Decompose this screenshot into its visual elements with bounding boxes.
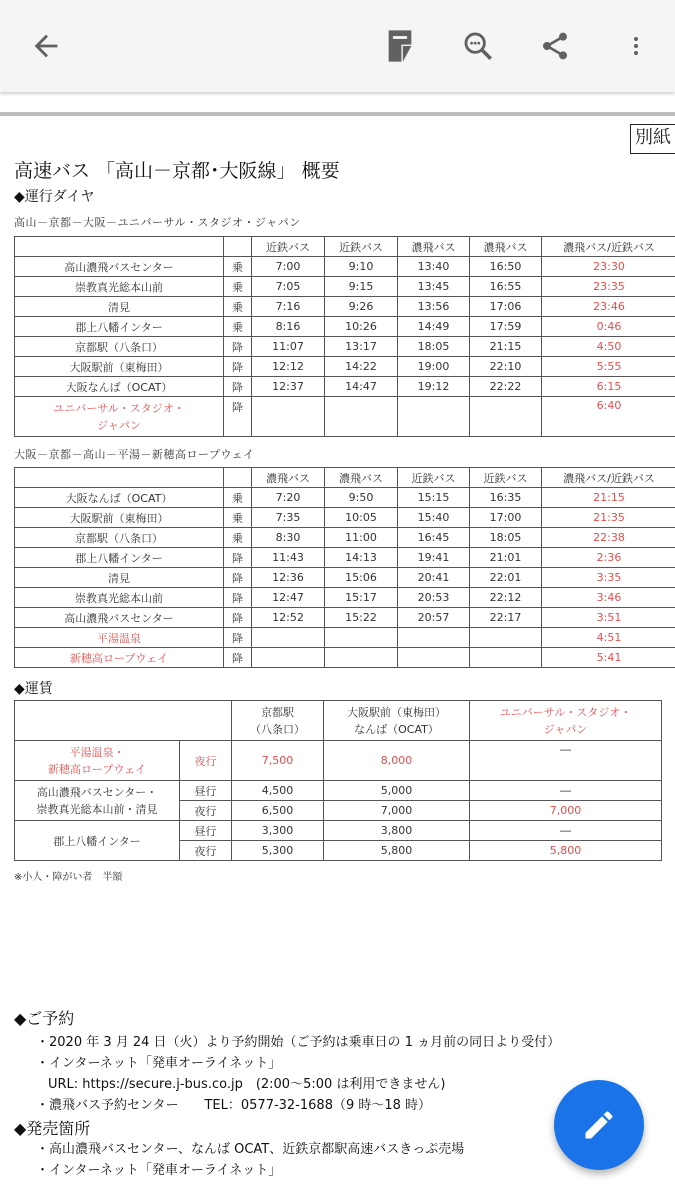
fare-r1-v2: 8,000: [324, 741, 470, 781]
zoom-icon: [461, 29, 495, 63]
table-row: [15, 317, 675, 337]
fare-r3-v3b: 5,800: [470, 841, 662, 861]
table2-cell: 降: [224, 548, 252, 568]
doc-button[interactable]: [376, 22, 424, 70]
fare-r3-stop: 郡上八幡インター: [15, 821, 180, 861]
fare-r1-stop-a: 平湯温泉・: [69, 745, 125, 759]
table2-header-5: 近鉄バス: [470, 468, 542, 488]
back-button[interactable]: [22, 22, 70, 70]
table2-header-0: [15, 468, 224, 488]
table-row: [15, 297, 675, 317]
table1-cell: 崇教真光総本山前: [15, 277, 224, 297]
fare-row-gujo-day: [15, 821, 662, 841]
table2-cell: 10:05: [325, 508, 398, 528]
fare-r3-kind-b: 夜行: [180, 841, 232, 861]
table1-cell: 13:45: [398, 277, 470, 297]
table1-cell: 21:15: [470, 337, 542, 357]
fare-r2-kind-a: 昼行: [180, 781, 232, 801]
table2-cell: 11:43: [252, 548, 325, 568]
route1-label: 高山－京都－大阪－ユニバーサル・スタジオ・ジャパン: [14, 216, 301, 229]
table1-cell: 9:15: [325, 277, 398, 297]
timetable-2: [14, 467, 675, 668]
table-row: [15, 528, 675, 548]
table1-cell: 7:16: [252, 297, 325, 317]
fare-r3-v1a: 3,300: [232, 821, 324, 841]
table2-cell: 15:06: [325, 568, 398, 588]
table2-cell: 9:50: [325, 488, 398, 508]
table1-cell: 22:10: [470, 357, 542, 377]
table2-header-row: [15, 468, 675, 488]
table1-header-3: 近鉄バス: [325, 237, 398, 257]
table2-cell: 19:41: [398, 548, 470, 568]
fare-r2-stop-b: 崇教真光総本山前・清見: [36, 802, 158, 816]
table-row: [15, 377, 675, 397]
empty-cell: [252, 628, 325, 648]
table2-cell: 3:35: [542, 568, 675, 588]
section-sales-heading: ◆発売箇所: [14, 1119, 91, 1138]
table2-cell: 清見: [15, 568, 224, 588]
table2-cell: 11:00: [325, 528, 398, 548]
table2-cell: 12:47: [252, 588, 325, 608]
fare-h1a: 京都駅: [261, 705, 294, 719]
arrow-left-icon: [29, 29, 63, 63]
timetable-1: [14, 236, 675, 437]
reserve-line-url: URL: https://secure.j-bus.co.jp (2:00～5:00 は利用できません): [48, 1077, 446, 1092]
table2-cell: 乗: [224, 528, 252, 548]
fare-r2-stop-a: 高山濃飛バスセンター・: [36, 785, 158, 799]
table1-cell: 19:12: [398, 377, 470, 397]
table2-cell: 16:35: [470, 488, 542, 508]
table2-cell: 12:36: [252, 568, 325, 588]
table2-cell: 崇教真光総本山前: [15, 588, 224, 608]
table1-cell: 23:46: [542, 297, 675, 317]
fare-h3b: ジャパン: [543, 722, 588, 736]
table2-cell: 15:17: [325, 588, 398, 608]
share-icon: [539, 30, 571, 62]
usj-mode: 降: [224, 397, 252, 437]
table1-cell: 大阪駅前（東梅田）: [15, 357, 224, 377]
table2-cell: 12:52: [252, 608, 325, 628]
table2-header-4: 近鉄バス: [398, 468, 470, 488]
table2-cell: 15:22: [325, 608, 398, 628]
table1-cell: 13:17: [325, 337, 398, 357]
fare-r2-v3b: 7,000: [470, 801, 662, 821]
table1-header-5: 濃飛バス: [470, 237, 542, 257]
table1-cell: 16:55: [470, 277, 542, 297]
table1-cell: 降: [224, 377, 252, 397]
fare-r3-v2b: 5,800: [324, 841, 470, 861]
table2-header-3: 濃飛バス: [325, 468, 398, 488]
usj-stop-line1: ユニバーサル・スタジオ・: [53, 401, 185, 415]
section-reserve-heading: ◆ご予約: [14, 1009, 75, 1028]
table1-cell: 降: [224, 337, 252, 357]
fare-note: ※小人・障がい者 半額: [14, 872, 123, 883]
table-row: [15, 277, 675, 297]
edit-pencil-icon: [581, 1107, 617, 1143]
extra-stop: 新穂高ロープウェイ: [15, 648, 224, 668]
usj-time: 6:40: [542, 397, 675, 437]
table2-cell: 17:00: [470, 508, 542, 528]
empty-cell: [252, 648, 325, 668]
edit-fab[interactable]: [554, 1080, 644, 1170]
empty-cell: [470, 648, 542, 668]
table1-cell: 17:06: [470, 297, 542, 317]
table2-cell: 14:13: [325, 548, 398, 568]
table1-cell: 16:50: [470, 257, 542, 277]
table2-cell: 22:01: [470, 568, 542, 588]
empty-cell: [470, 397, 542, 437]
table1-cell: 10:26: [325, 317, 398, 337]
table1-cell: 郡上八幡インター: [15, 317, 224, 337]
fare-h1b: （八条口）: [250, 722, 305, 736]
table1-header-1: [224, 237, 252, 257]
fare-h2a: 大阪駅前（東梅田）: [347, 705, 446, 719]
table2-cell: 22:17: [470, 608, 542, 628]
section-diagram-heading: ◆運行ダイヤ: [14, 189, 95, 205]
table1-header-2: 近鉄バス: [252, 237, 325, 257]
table-row: [15, 588, 675, 608]
empty-cell: [325, 648, 398, 668]
table1-cell: 7:05: [252, 277, 325, 297]
table1-cell: 13:56: [398, 297, 470, 317]
usj-stop-cell: [15, 397, 224, 437]
table2-header-1: [224, 468, 252, 488]
fare-r2-v3a: ―: [470, 781, 662, 801]
table-row: [15, 508, 675, 528]
table1-cell: 乗: [224, 277, 252, 297]
reserve-line-2: ・インターネット「発車オーライネット」: [36, 1056, 282, 1071]
table2-cell: 15:15: [398, 488, 470, 508]
table1-cell: 4:50: [542, 337, 675, 357]
table1-cell: 大阪なんば（OCAT）: [15, 377, 224, 397]
table1-cell: 清見: [15, 297, 224, 317]
sales-line-2: ・インターネット「発車オーライネット」: [36, 1163, 282, 1178]
table-row: [15, 357, 675, 377]
empty-cell: [252, 397, 325, 437]
fare-h3a: ユニバーサル・スタジオ・: [499, 705, 632, 719]
fare-r2-v1a: 4,500: [232, 781, 324, 801]
table1-cell: 23:35: [542, 277, 675, 297]
empty-cell: [398, 628, 470, 648]
table-row-usj: [15, 397, 675, 437]
table1-cell: 13:40: [398, 257, 470, 277]
fare-row-takayama-day: [15, 781, 662, 801]
fare-r2-kind-b: 夜行: [180, 801, 232, 821]
table1-header-row: [15, 237, 675, 257]
table2-cell: 降: [224, 608, 252, 628]
table1-cell: 0:46: [542, 317, 675, 337]
table1-header-6: 濃飛バス/近鉄バス: [542, 237, 675, 257]
table2-cell: 22:12: [470, 588, 542, 608]
share-button[interactable]: [531, 22, 579, 70]
extra-mode: 降: [224, 628, 252, 648]
table2-header-6: 濃飛バス/近鉄バス: [542, 468, 675, 488]
section-fare-heading: ◆運賃: [14, 681, 53, 697]
empty-cell: [325, 628, 398, 648]
table-row: [15, 568, 675, 588]
table-row: [15, 337, 675, 357]
table2-cell: 2:36: [542, 548, 675, 568]
table2-cell: 7:20: [252, 488, 325, 508]
usj-stop-line2: ジャパン: [97, 418, 141, 432]
table1-header-0: [15, 237, 224, 257]
table1-header-4: 濃飛バス: [398, 237, 470, 257]
table1-cell: 乗: [224, 257, 252, 277]
table2-cell: 3:51: [542, 608, 675, 628]
table2-cell: 15:40: [398, 508, 470, 528]
table-row: [15, 488, 675, 508]
table-row: [15, 257, 675, 277]
table2-cell: 18:05: [470, 528, 542, 548]
attachment-stamp: 別紙: [630, 124, 675, 154]
doc-icon: [385, 29, 415, 63]
fare-r3-kind-a: 昼行: [180, 821, 232, 841]
empty-cell: [470, 628, 542, 648]
empty-cell: [398, 397, 470, 437]
table2-cell: 20:41: [398, 568, 470, 588]
table2-cell: 7:35: [252, 508, 325, 528]
table2-cell: 21:01: [470, 548, 542, 568]
table1-cell: 7:00: [252, 257, 325, 277]
fare-row-hirayu: [15, 741, 662, 781]
table2-cell: 22:38: [542, 528, 675, 548]
fare-h2b: なんば（OCAT）: [354, 722, 439, 736]
table1-cell: 14:47: [325, 377, 398, 397]
table2-cell: 降: [224, 568, 252, 588]
sales-line-1: ・高山濃飛バスセンター、なんば OCAT、近鉄京都駅高速バスきっぷ売場: [36, 1142, 465, 1157]
table-row: [15, 548, 675, 568]
table1-cell: 12:37: [252, 377, 325, 397]
table1-cell: 9:10: [325, 257, 398, 277]
extra-stop: 平湯温泉: [15, 628, 224, 648]
table2-cell: 3:46: [542, 588, 675, 608]
table2-cell: 高山濃飛バスセンター: [15, 608, 224, 628]
table-row: [15, 608, 675, 628]
table-row-extra: [15, 648, 675, 668]
app-bar: [0, 0, 675, 92]
table1-cell: 19:00: [398, 357, 470, 377]
table2-header-2: 濃飛バス: [252, 468, 325, 488]
fare-r3-v2a: 3,800: [324, 821, 470, 841]
table1-cell: 8:16: [252, 317, 325, 337]
table1-cell: 高山濃飛バスセンター: [15, 257, 224, 277]
table2-cell: 20:53: [398, 588, 470, 608]
extra-time: 4:51: [542, 628, 675, 648]
table2-cell: 降: [224, 588, 252, 608]
table1-cell: 18:05: [398, 337, 470, 357]
table2-cell: 8:30: [252, 528, 325, 548]
table1-cell: 乗: [224, 297, 252, 317]
table1-cell: 5:55: [542, 357, 675, 377]
table1-cell: 14:49: [398, 317, 470, 337]
fare-header-row: [15, 701, 662, 741]
empty-cell: [398, 648, 470, 668]
table1-cell: 降: [224, 357, 252, 377]
empty-cell: [325, 397, 398, 437]
fare-r2-v2a: 5,000: [324, 781, 470, 801]
table1-cell: 乗: [224, 317, 252, 337]
table1-cell: 9:26: [325, 297, 398, 317]
more-options-button[interactable]: [612, 22, 660, 70]
table1-cell: 14:22: [325, 357, 398, 377]
fare-r1-v3: ―: [470, 741, 662, 781]
table2-cell: 乗: [224, 488, 252, 508]
reserve-line-center: ・濃飛バス予約センター TEL：0577-32-1688（9 時～18 時）: [36, 1098, 432, 1113]
table1-cell: 京都駅（八条口）: [15, 337, 224, 357]
table1-cell: 23:30: [542, 257, 675, 277]
fare-r1-stop-b: 新穂高ロープウェイ: [47, 762, 146, 776]
table2-cell: 20:57: [398, 608, 470, 628]
table2-cell: 16:45: [398, 528, 470, 548]
fare-r1-v1: 7,500: [232, 741, 324, 781]
table2-cell: 21:35: [542, 508, 675, 528]
table1-cell: 17:59: [470, 317, 542, 337]
page-title: 高速バス 「高山－京都･大阪線」 概要: [14, 160, 340, 182]
fare-r2-v2b: 7,000: [324, 801, 470, 821]
table2-cell: 21:15: [542, 488, 675, 508]
more-vert-icon: [624, 30, 648, 62]
table2-cell: 京都駅（八条口）: [15, 528, 224, 548]
extra-mode: 降: [224, 648, 252, 668]
table1-cell: 22:22: [470, 377, 542, 397]
extra-time: 5:41: [542, 648, 675, 668]
fare-r2-v1b: 6,500: [232, 801, 324, 821]
table2-cell: 大阪駅前（東梅田）: [15, 508, 224, 528]
table2-cell: 郡上八幡インター: [15, 548, 224, 568]
reserve-line-1: ・2020 年 3 月 24 日（火）より予約開始（ご予約は乗車日の 1 ヵ月前の同日より受付）: [36, 1035, 561, 1050]
fare-r3-v3a: ―: [470, 821, 662, 841]
fare-table: [14, 700, 662, 861]
table1-cell: 11:07: [252, 337, 325, 357]
route2-label: 大阪－京都－高山－平湯－新穂高ロープウェイ: [14, 448, 255, 461]
table-row-extra: [15, 628, 675, 648]
fare-r3-v1b: 5,300: [232, 841, 324, 861]
table2-cell: 乗: [224, 508, 252, 528]
table1-cell: 12:12: [252, 357, 325, 377]
table2-cell: 大阪なんば（OCAT）: [15, 488, 224, 508]
fare-r1-kind: 夜行: [180, 741, 232, 781]
table1-cell: 6:15: [542, 377, 675, 397]
zoom-button[interactable]: [454, 22, 502, 70]
